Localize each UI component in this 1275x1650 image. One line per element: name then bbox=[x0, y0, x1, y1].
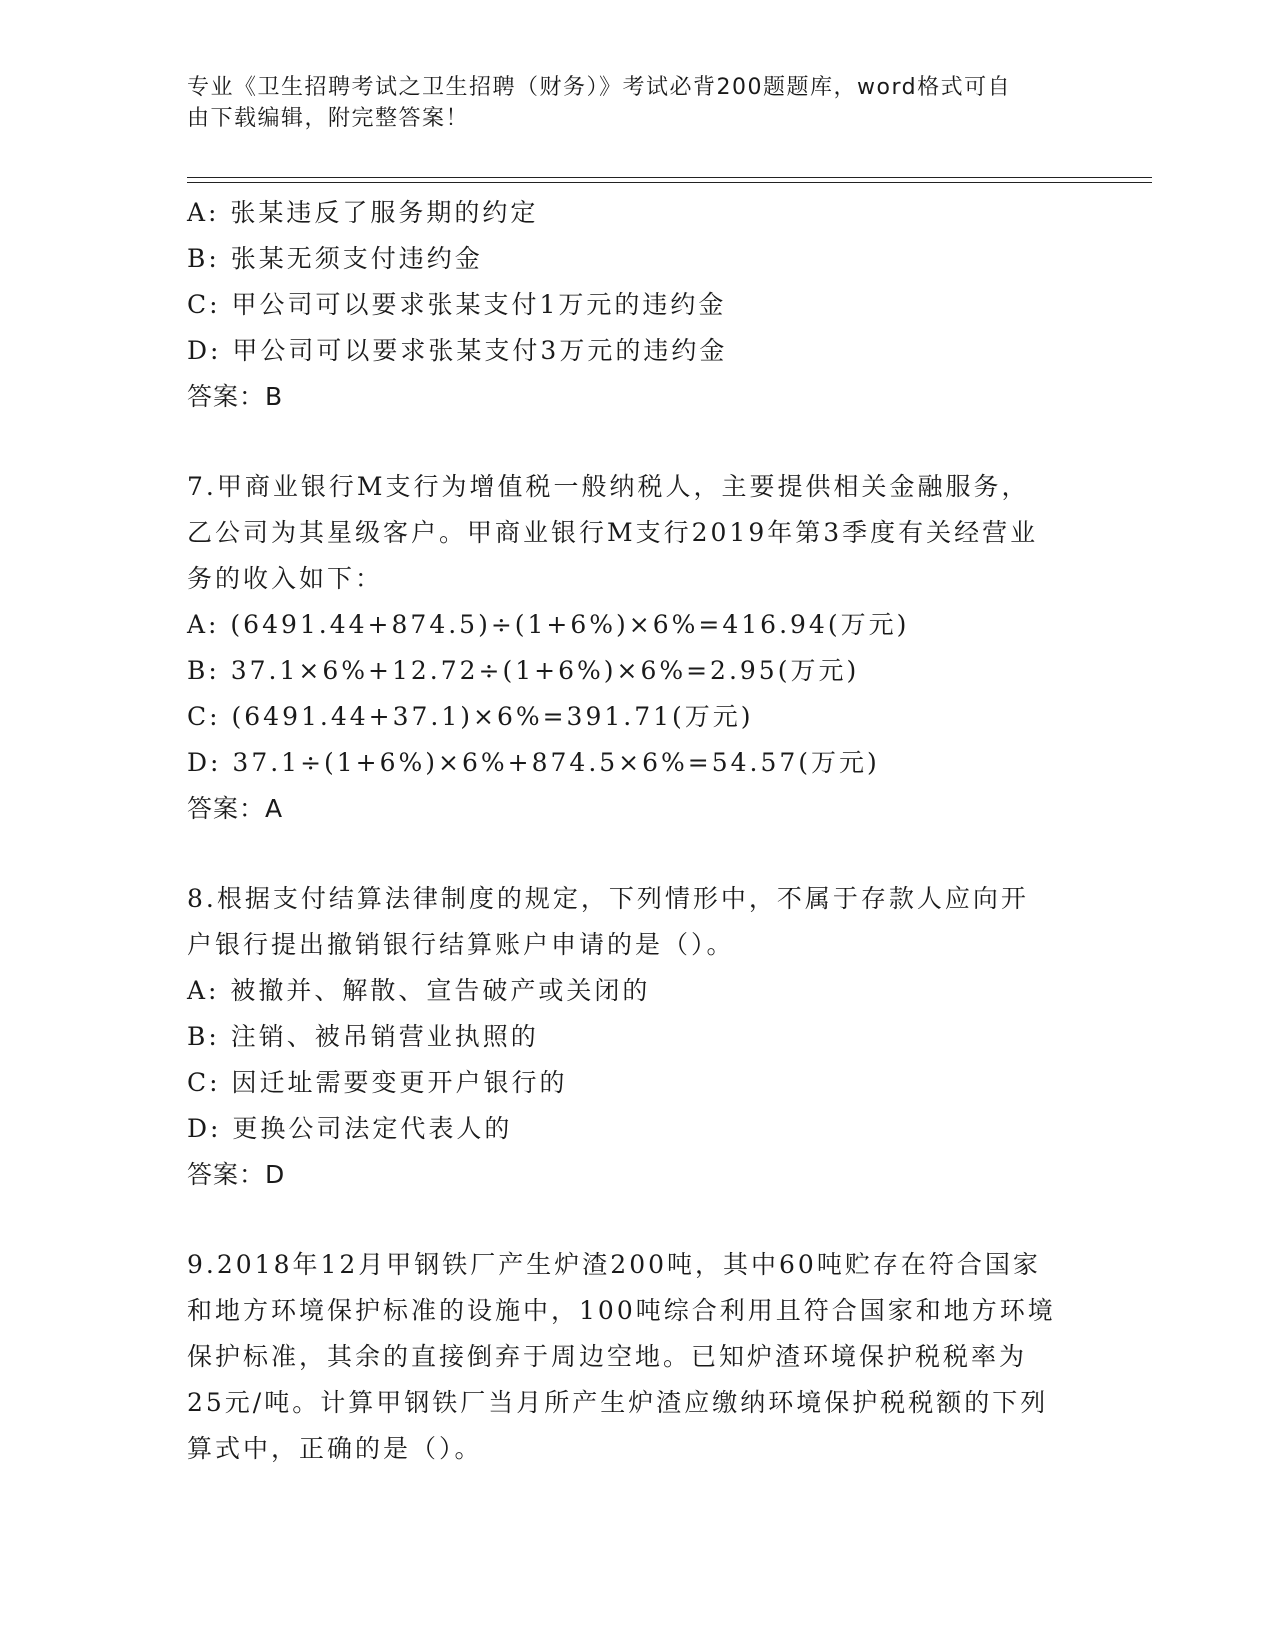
question-list bbox=[187, 190, 1087, 1472]
option-b: B: 张某无须支付违约金 bbox=[187, 244, 483, 273]
answer-line: 答案：D bbox=[187, 1160, 286, 1189]
option-b: B: 37.1×6%+12.72÷(1+6%)×6%=2.95(万元) bbox=[187, 656, 860, 685]
question-stem-line: 7.甲商业银行M支行为增值税一般纳税人，主要提供相关金融服务， bbox=[187, 472, 1030, 501]
option-a: A: (6491.44+874.5)÷(1+6%)×6%=416.94(万元) bbox=[187, 610, 910, 639]
option-b: B: 注销、被吊销营业执照的 bbox=[187, 1022, 539, 1051]
header-divider bbox=[187, 177, 1152, 183]
option-d: D: 甲公司可以要求张某支付3万元的违约金 bbox=[187, 336, 728, 365]
question-stem-line: 8.根据支付结算法律制度的规定，下列情形中，不属于存款人应向开 bbox=[187, 884, 1029, 913]
header-line-1: 专业《卫生招聘考试之卫生招聘（财务）》考试必背200题题库，word格式可自 bbox=[187, 75, 1012, 100]
option-d: D: 更换公司法定代表人的 bbox=[187, 1114, 513, 1143]
question-stem-line: 算式中，正确的是（）。 bbox=[187, 1434, 483, 1463]
document-header bbox=[187, 72, 1067, 134]
question-stem-line: 和地方环境保护标准的设施中，100吨综合利用且符合国家和地方环境 bbox=[187, 1296, 1056, 1325]
question-9 bbox=[187, 1242, 1087, 1472]
answer-line: 答案：A bbox=[187, 794, 284, 823]
question-7 bbox=[187, 464, 1087, 832]
option-d: D: 37.1÷(1+6%)×6%+874.5×6%=54.57(万元) bbox=[187, 748, 880, 777]
spacer bbox=[187, 1198, 1087, 1242]
question-stem-line: 户银行提出撤销银行结算账户申请的是（）。 bbox=[187, 930, 735, 959]
option-c: C: 甲公司可以要求张某支付1万元的违约金 bbox=[187, 290, 727, 319]
option-a: A: 被撤并、解散、宣告破产或关闭的 bbox=[187, 976, 651, 1005]
question-8 bbox=[187, 876, 1087, 1198]
question-stem-line: 25元/吨。计算甲钢铁厂当月所产生炉渣应缴纳环境保护税税额的下列 bbox=[187, 1388, 1049, 1417]
answer-line: 答案：B bbox=[187, 382, 284, 411]
spacer bbox=[187, 832, 1087, 876]
header-line-2: 由下载编辑，附完整答案！ bbox=[187, 106, 470, 131]
option-c: C: 因迁址需要变更开户银行的 bbox=[187, 1068, 568, 1097]
spacer bbox=[187, 420, 1087, 464]
question-stem-line: 9.2018年12月甲钢铁厂产生炉渣200吨，其中60吨贮存在符合国家 bbox=[187, 1250, 1041, 1279]
question-6 bbox=[187, 190, 1087, 420]
option-a: A: 张某违反了服务期的约定 bbox=[187, 198, 539, 227]
question-stem-line: 保护标准，其余的直接倒弃于周边空地。已知炉渣环境保护税税率为 bbox=[187, 1342, 1028, 1371]
question-stem-line: 务的收入如下： bbox=[187, 564, 384, 593]
question-stem-line: 乙公司为其星级客户。甲商业银行M支行2019年第3季度有关经营业 bbox=[187, 518, 1039, 547]
option-c: C: (6491.44+37.1)×6%=391.71(万元) bbox=[187, 702, 754, 731]
